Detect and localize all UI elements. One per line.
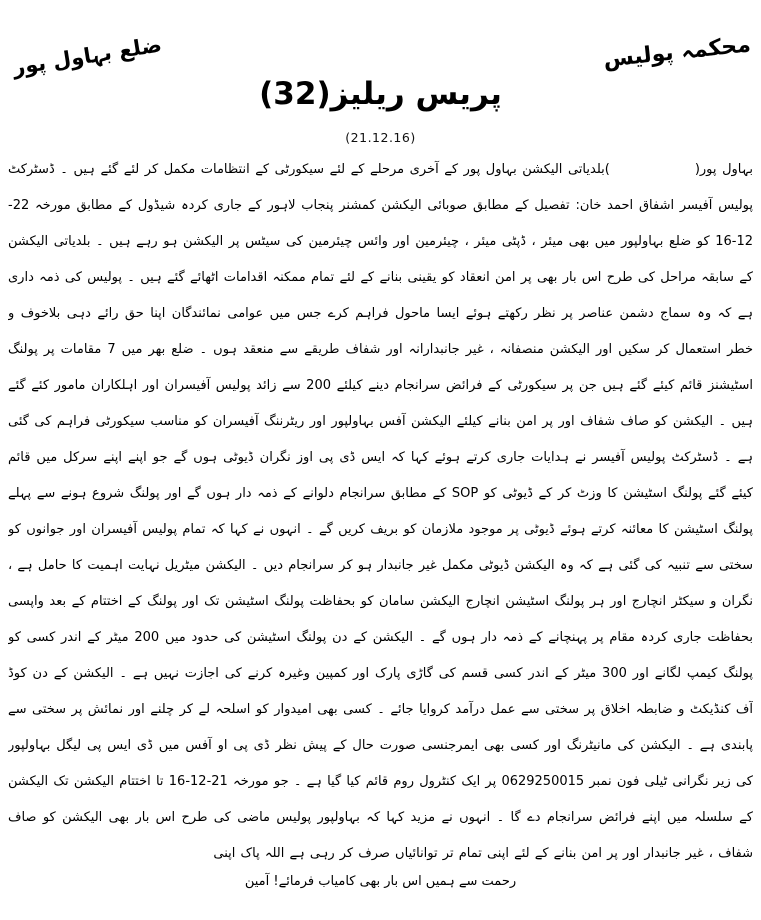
date-stamp: (21.12.16) xyxy=(345,130,416,145)
dateline-city: بہاول پور( xyxy=(694,162,753,177)
dateline-blank-gap xyxy=(610,172,695,173)
district-label: ضلع بہاول پور xyxy=(11,32,164,80)
body-text: بلدیاتی الیکشن بہاول پور کے آخری مرحلے کے لئے سیکورٹی کے انتظامات مکمل کر لئے گئے ہیں ۔ ڈسٹرکٹ پولیس آفیسر اشفاق احمد خان: تفصیل کے مطابق صوبائی الیکشن کمشنر پنجاب لاہور کے جاری کردہ شیڈول کے مطابق مورخہ 22-12-16 کو ضلع بہاولپور میں بھی میئر ، ڈپٹی میئر ، چیئرمین اور وائس چیئرمین کی سیٹس پر الیکشن ہو رہے ہیں ۔ بلدیاتی الیکشن کے سابقہ مراحل کی طرح اس بار بھی پر امن انعقاد کو یقینی بنانے کے لئے تمام ممکنہ اقدامات اٹھائے گئے ہیں ۔ پولیس کی ذمہ داری ہے کہ وہ سماج دشمن عناصر پر نظر رکھتے ہوئے ایسا ماحول فراہم کرے جس میں عوامی نمائندگان اپنا حق رائے دہی بلاخوف و خطر استعمال کر سکیں اور الیکشن منصفانہ ، غیر جانبدارانہ اور شفاف طریقے سے منعقد ہوں ۔ ضلع بھر میں 7 مقامات پر پولنگ اسٹیشنز قائم کیئے گئے ہیں جن پر سیکورٹی کے فرائض سرانجام دینے کیلئے 200 سے زائد پولیس آفیسران اور اہلکاران مامور کئے گئے ہیں ۔ الیکشن کو صاف شفاف اور پر امن بنانے کیلئے الیکشن آفس بہاولپور اور ریٹرننگ آفیسران کو مناسب سیکورٹی فراہم کی گئی ہے ۔ ڈسٹرکٹ پولیس آفیسر نے ہدایات جاری کرتے ہوئے کہا کہ ایس ڈی پی اوز نگران ڈیوٹی ہوں گے جو اپنے اپنے سرکل میں قائم کیئے گئے پولنگ اسٹیشن کا وزٹ کر کے ڈیوٹی کو SOP کے مطابق سرانجام دلوانے کے ذمہ دار ہوں گے اور پولنگ شروع ہونے سے پہلے پولنگ اسٹیشن کا معائنہ کرتے ہوئے ڈیوٹی پر موجود ملازمان کو بریف کریں گے ۔ انہوں نے کہا کہ تمام پولیس آفیسران اور جوانوں کو سختی سے تنبیہ کی گئی ہے کہ وہ الیکشن ڈیوٹی مکمل غیر جانبدار ہو کر سرانجام دیں ۔ الیکشن میٹریل نہایت اہمیت کا حامل ہے ، نگران و سیکٹر انچارج اور ہر پولنگ اسٹیشن انچارج الیکشن سامان کو بحفاظت پولنگ اسٹیشن تک اور پولنگ کے اختتام کے بعد واپسی بحفاظت جاری کردہ مقام پر پہنچانے کے ذمہ دار ہوں گے ۔ الیکشن کے دن پولنگ اسٹیشن کی حدود میں 200 میٹر کے اندر کسی کو پولنگ کیمپ لگانے اور 300 میٹر کے اندر کسی قسم کی گاڑی پارک اور کمپین وغیرہ کرنے کی اجازت نہیں ہے ۔ الیکشن کے دن کوڈ آف کنڈیکٹ و ضابطہ اخلاق پر سختی سے عمل درآمد کروایا جائے ۔ کسی بھی امیدوار کو اسلحہ لے کر چلنے اور نمائش پر سختی سے پابندی ہے ۔ الیکشن کی مانیٹرنگ اور کسی بھی ایمرجنسی صورت حال کے پیش نظر ڈی پی او آفس میں ڈی ایس پی لیگل بہاولپور کی زیر نگرانی ٹیلی فون نمبر 0629250015 پر ایک کنٹرول روم قائم کیا گیا ہے ۔ جو مورخہ 21-12-16 تا اختتام الیکشن تک الیکشن کے سلسلہ میں اپنے فرائض سرانجام دے گا ۔ انہوں نے مزید کہا کہ بہاولپور پولیس ماضی کی طرح اس بار بھی الیکشن کو صاف شفاف ، غیر جانبدار اور پر امن بنانے کے لئے اپنی تمام تر توانائیاں صرف کر رہی ہے اللہ پاک اپنی xyxy=(8,162,753,861)
dateline-close-paren: ) xyxy=(604,162,610,177)
body-paragraph xyxy=(8,152,753,864)
page-title: پریس ریلیز(32) xyxy=(259,76,502,112)
closing-line: رحمت سے ہمیں اس بار بھی کامیاب فرمائے! آمین xyxy=(244,874,517,889)
department-label: محکمہ پولیس xyxy=(602,32,752,73)
